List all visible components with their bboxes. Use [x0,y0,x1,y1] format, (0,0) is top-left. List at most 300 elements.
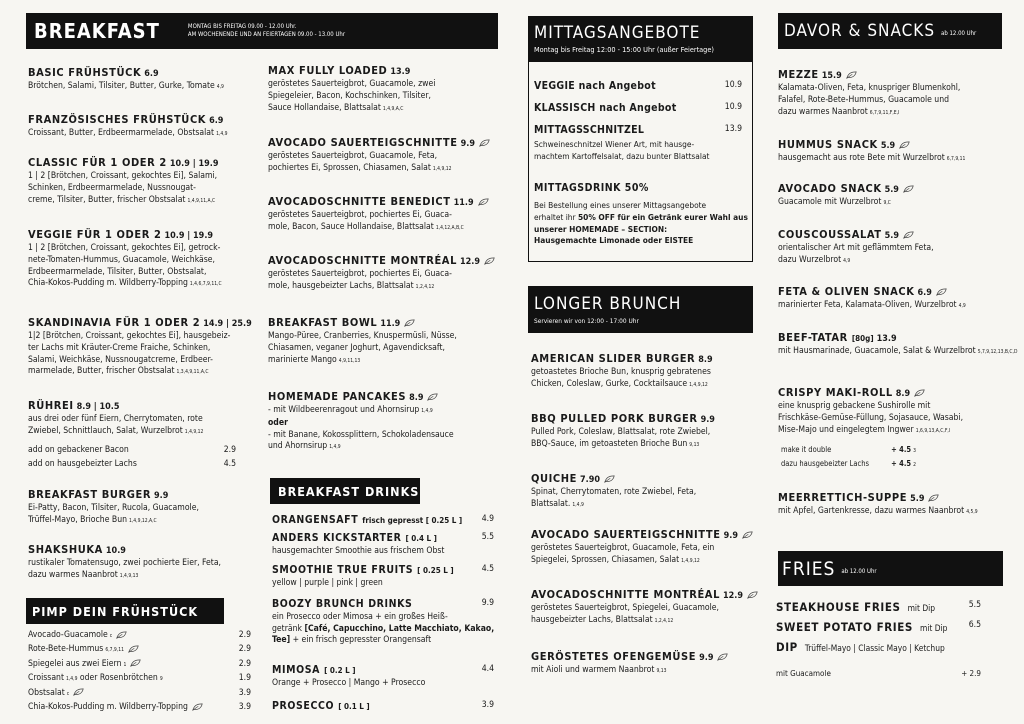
mittag-title: MITTAGSANGEBOTE [534,23,701,43]
description-text: geröstetes Sauerteigbrot, Guacamole, zwei [268,79,436,89]
pimp-label-wrap [28,688,84,700]
item-description [268,343,493,355]
description-text: Frischkäse-Gemüse-Füllung, Sojasauce, Wasabi, [778,412,964,423]
item-price: 9.9 [699,653,714,663]
allergen-codes: 1,4,9,13 [119,572,139,579]
description-text: mole, Bacon, Sauce Hollandaise, Blattsalat [268,221,434,232]
allergen-codes: 1,6,9,13,A,C,F,I [915,427,951,434]
item-name [778,138,1004,153]
menu-item [778,68,1004,119]
item-name [28,66,248,81]
description-text: marinierte Mango [268,354,337,365]
drink-name: ORANGENSAFT [272,514,359,526]
leaf-icon [928,494,939,502]
description-text: Chiasamen, veganer Joghurt, Agavendicksaft, [268,342,445,353]
item-description [778,425,1004,438]
menu-item [778,285,1004,313]
item-description [778,346,1018,359]
item-description [268,151,493,163]
description-text: geröstetes Sauerteigbrot, pochiertes Ei, Guaca- [268,210,452,220]
item-description [268,441,493,454]
fries-price: 6.5 [968,620,981,630]
leaf-icon [128,645,139,653]
item-name [268,136,493,151]
item-description [268,79,493,91]
fries-name-wrap [776,640,945,654]
fries-row [776,600,981,614]
guac-price: + 2.9 [961,669,981,678]
allergen-codes: 1,4,9 [66,676,78,683]
drink-row [272,664,494,676]
item-title: AVOCADOSCHNITTE MONTRÉAL [531,588,720,601]
item-description [28,267,248,279]
mittag-row [534,102,742,114]
pimp-label: Obstsalat [28,687,65,698]
fries-name: SWEET POTATO FRIES [776,620,913,634]
menu-item [531,412,751,452]
allergen-codes: 9,13 [656,668,667,674]
description-text: geröstetes Sauerteigbrot, pochiertes Ei, Guaca- [268,269,452,279]
description-text: getoastetes Brioche Bun, knusprig gebratenes [531,367,711,377]
menu-item [28,228,248,291]
drink-price: 3.9 [481,700,494,710]
item-title: RÜHREI [28,399,74,412]
item-description [531,427,751,439]
pimp-label: Avocado-Guacamole [28,630,108,640]
item-description [531,379,751,392]
item-price: 11.9 [380,319,401,329]
drink-row [272,514,494,526]
item-price: 6.9 [917,288,932,298]
menu-item [778,386,1004,437]
item-title: AVOCADO SAUERTEIGSCHNITTE [531,528,721,541]
pimp-price: 2.9 [238,644,251,655]
item-description [778,300,1004,313]
allergen-codes: 9 [159,676,163,683]
item-description [531,487,751,499]
item-title: BEEF-TATAR [778,331,848,344]
leaf-icon [192,703,203,711]
allergen-codes: 1,4,9 [329,444,341,451]
drink-quantity: [ 0.2 L ] [324,666,356,675]
mittagsdrink-description: Hausgemachte Limonade oder EISTEE [534,235,694,246]
allergen-codes: 4,5,9 [966,509,978,515]
allergen-codes: 6,7,9,11 [946,156,966,162]
allergen-codes: 1,4,12,A,B,C [435,224,464,231]
item-description [531,665,751,678]
drink-desc-bold: [Café, Capucchino, Latte Macchiato, Kakao, [304,623,495,634]
addon-label: add on gebackener Bacon [28,445,129,455]
mittag-item-name: VEGGIE nach Angebot [534,80,656,92]
fries-name: DIP [776,640,798,654]
item-description [531,439,751,452]
addon-price-wrap [891,444,916,457]
item-name [268,195,493,210]
description-text: mole, hausgebeizter Lachs, Blattsalat [268,280,414,291]
item-name [28,156,248,171]
allergen-codes: 1,4,6,7,9,11,C [189,281,222,288]
mittagsdrink-description: Bei Bestellung eines unserer Mittagsangebote [534,200,707,210]
menu-item [28,113,248,141]
item-price: 5.9 [884,185,899,195]
item-price: 8.9 [895,389,911,399]
breakfast-hours-weekend: AM WOCHENENDE UND AN FEIERTAGEN 09.00 - 13.00 Uhr [187,31,346,38]
item-description [778,401,1004,413]
item-description [268,331,493,343]
menu-item [28,488,248,528]
allergen-codes: 1,4,9,12 [681,557,700,564]
allergen-codes: 3 [913,448,916,454]
item-price: 10.9 | 19.9 [164,231,214,241]
fries-name-wrap [776,600,935,614]
item-price: 8.9 [409,393,424,403]
pimp-row [28,702,251,713]
item-description [778,506,1004,519]
allergen-codes: 1,2,4,12 [415,283,435,290]
drink-name-wrap [272,514,462,526]
menu-item [28,156,248,207]
menu-item [531,588,751,628]
brunch-title: LONGER BRUNCH [534,294,682,314]
desc-bold: 50% OFF für ein Getränk eurer Wahl aus [577,211,748,222]
item-description [28,343,248,355]
brunch-subtitle: Servieren wir von 12:00 - 17:00 Uhr [534,317,639,325]
item-title: MEERRETTICH-SUPPE [778,491,908,504]
mittag-row [534,124,742,136]
item-title: HOMEMADE PANCAKES [268,390,407,403]
leaf-icon [116,631,127,639]
item-price: 10.9 | 19.9 [169,159,219,169]
guacamole-row [776,668,981,679]
allergen-codes: 1,4,9 [216,131,228,137]
item-name [531,650,751,665]
allergen-codes: 1,4,9,12,A,C [129,517,157,524]
item-description [268,355,493,368]
item-name [778,491,1004,506]
maki-addon-row [781,458,916,471]
item-price: 8.9 [698,355,713,365]
description-text: dazu warmes Naanbrot [28,569,118,580]
schnitzel-description: machtem Kartoffelsalat, dazu bunter Blattsalat [534,150,710,161]
menu-item [531,528,751,568]
drink-row [272,532,494,544]
allergen-codes: 1,4,9 [421,408,433,414]
description-text: aus drei oder fünf Eiern, Cherrytomaten, rote [28,414,203,424]
item-description [778,255,1004,268]
item-description [28,558,248,570]
drink-name: BOOZY BRUNCH DRINKS [272,598,413,610]
menu-item [268,254,493,294]
drink-quantity: [ 0.1 L ] [338,702,370,711]
item-price: 13.9 [876,334,897,344]
mittag-row [534,80,742,92]
pimp-price: 3.9 [238,687,251,698]
description-text: Erdbeermarmelade, Tilsiter, Butter, Obstsalat, [28,266,207,277]
item-description [268,91,493,103]
pimp-price: 2.9 [238,630,251,640]
item-description [268,281,493,294]
item-title: BREAKFAST BURGER [28,488,152,501]
description-text: creme, Tilsiter, Butter, frischer Obstsalat [28,194,186,205]
pimp-label: Croissant [28,673,64,684]
item-title: VEGGIE FÜR 1 ODER 2 [28,228,162,241]
pimp-row [28,659,251,671]
description-text: ter Lachs mit Kräuter-Creme Fraiche, Schinken, [28,342,211,353]
description-text: Mise-Majo und eingelegtem Ingwer [778,424,914,435]
snacks-header [778,13,1002,49]
addon-label: add on hausgebeizter Lachs [28,459,137,469]
item-price: 7.90 [580,475,601,485]
menu-item [268,136,493,176]
fries-name-wrap [776,620,947,634]
item-title: AVOCADOSCHNITTE MONTRÉAL [268,254,457,267]
guac-label: mit Guacamole [776,669,831,678]
leaf-icon [479,139,490,147]
item-description [28,331,248,343]
leaf-icon [73,688,84,696]
description-text: Sauce Hollandaise, Blattsalat [268,102,381,113]
description-text: Trüffel-Mayo, Brioche Bun [28,514,128,525]
allergen-codes: 1,4,9,12 [689,381,708,388]
pimp-label-wrap [28,659,141,671]
item-description [28,81,260,94]
description-text: Spinat, Cherrytomaten, rote Zwiebel, Feta, [531,487,697,497]
item-description [28,243,248,255]
description-text: dazu Wurzelbrot [778,254,842,265]
item-description [778,153,1004,166]
drink-description [272,624,494,635]
fries-row [776,620,981,634]
item-description [28,183,248,195]
description-text: mit Apfel, Gartenkresse, dazu warmes Naanbrot [778,506,965,516]
leaf-icon [604,475,615,483]
item-price: 9.9 [723,531,738,541]
allergen-codes: 1,4,9,12 [184,428,204,435]
fries-extra: Trüffel-Mayo | Classic Mayo | Ketchup [804,643,945,653]
item-description [531,555,751,568]
item-description [268,418,493,430]
item-description [778,243,1004,255]
description-text: hausgebeizter Lachs, Blattsalat [531,614,653,625]
item-description [28,515,248,528]
addon-price: 2.9 [223,445,236,455]
item-description [778,197,1004,210]
item-title: SKANDINAVIA FÜR 1 ODER 2 [28,316,201,329]
pimp-header [26,598,224,624]
drink-price: 4.9 [481,514,494,524]
allergen-codes: 1 [123,661,127,668]
pimp-row [28,644,251,656]
item-title: BBQ PULLED PORK BURGER [531,412,698,425]
mittag-item-name: MITTAGSSCHNITZEL [534,124,645,136]
item-title: BASIC FRÜHSTÜCK [28,66,142,79]
fries-row [776,640,981,654]
item-price: 11.9 [453,198,474,208]
mittag-subtitle: Montag bis Freitag 12:00 - 15:00 Uhr (außer Feiertage) [534,45,714,54]
drink-desc-part: + ein frisch gepresster Orangensaft [290,635,432,645]
drink-description [272,635,431,646]
item-description [531,615,751,628]
drink-row [272,598,494,610]
item-description [778,413,1004,425]
item-description [28,278,248,291]
fries-extra: mit Dip [907,603,936,613]
drink-name-wrap [272,532,437,544]
menu-item [268,195,493,235]
drink-desc-bold: Tee] [272,635,291,645]
item-price: 5.9 [880,141,896,151]
description-text: geröstetes Sauerteigbrot, Spiegelei, Guacamole, [531,603,719,613]
item-name [531,412,751,427]
menu-item [778,138,1004,166]
item-name [531,472,751,487]
item-title: AVOCADO SNACK [778,182,882,195]
item-title: AMERICAN SLIDER BURGER [531,352,696,365]
pimp-label-alt: oder Rosenbrötchen [77,673,158,684]
drink-quantity: [ 0.25 L ] [417,566,454,575]
menu-item [28,316,252,379]
addon-label: dazu hausgebeizter Lachs [781,459,869,468]
description-text: Croissant, Butter, Erdbeermarmelade, Obstsalat [28,128,215,138]
description-text: marmelade, Butter, frischer Obstsalat [28,366,175,377]
item-title: MAX FULLY LOADED [268,64,388,77]
snacks-subtitle: ab 12.00 Uhr [941,30,977,37]
item-name [778,386,1004,401]
brunch-header [528,286,753,333]
fries-extra: mit Dip [919,623,948,633]
description-text: eine knusprig gebackene Sushirolle mit [778,401,931,411]
item-title: SHAKSHUKA [28,543,103,556]
drink-name-wrap [272,700,370,712]
item-description [28,570,248,583]
item-title: FRANZÖSISCHES FRÜHSTÜCK [28,113,207,126]
item-description [28,503,248,515]
description-text: Kalamata-Oliven, Feta, knuspriger Blumenkohl, [778,83,961,93]
item-description [268,163,493,176]
addon-price-wrap [891,458,916,471]
description-text: dazu warmes Naanbrot [778,106,868,117]
description-text: 1 | 2 [Brötchen, Croissant, gekochtes Ei], getrock- [28,243,221,253]
item-price: 13.9 [390,67,411,77]
menu-item [268,64,493,115]
item-description [268,222,493,235]
item-price: 5.9 [884,231,899,241]
allergen-codes: 2 [913,462,916,468]
drink-name: SMOOTHIE TRUE FRUITS [272,564,414,576]
allergen-codes: 5,7,9,12,13,B,C,D [977,349,1018,355]
drink-price: 5.5 [481,532,494,542]
pimp-price: 3.9 [238,702,251,712]
fries-name: STEAKHOUSE FRIES [776,600,901,614]
mittag-item-price: 10.9 [724,80,742,90]
description-text: marinierter Feta, Kalamata-Oliven, Wurzelbrot [778,300,957,310]
addon-price: + 4.5 [891,459,912,468]
menu-item [268,316,493,367]
pimp-label-wrap [28,644,139,656]
item-quantity: [80g] [851,334,874,343]
item-title: AVOCADOSCHNITTE BENEDICT [268,195,451,208]
item-name [28,228,248,243]
description-text: Chicken, Coleslaw, Gurke, Cocktailsauce [531,378,688,389]
drink-quantity: frisch gepresst [ 0.25 L ] [362,516,463,525]
pimp-row [28,688,251,700]
item-description [28,255,248,267]
drink-desc-part: getränk [272,623,305,634]
item-name [268,64,493,79]
leaf-icon [717,653,728,661]
description-text: Chia-Kokos-Pudding m. Wildberry-Topping [28,278,188,289]
description-text: pochiertes Ei, Sprossen, Chiasamen, Salat [268,162,431,173]
description-text: nete-Tomaten-Hummus, Guacamole, Weichkäse, [28,254,216,265]
description-text: Ei-Patty, Bacon, Tilsiter, Rucola, Guacamole, [28,503,199,513]
leaf-icon [742,531,753,539]
allergen-codes: 1,4,9,11,A,C [187,197,216,204]
drink-price: 9.9 [481,598,494,608]
item-title: CRISPY MAKI-ROLL [778,386,893,399]
fries-title: FRIES [782,557,836,580]
item-price: 9.9 [700,415,715,425]
menu-item [28,399,248,439]
leaf-icon [478,198,489,206]
breakfast-header [26,13,498,49]
addon-price: + 4.5 [891,445,912,454]
allergen-codes: 6,7,9,11,F,E,I [869,109,900,116]
description-text: 1|2 [Brötchen, Croissant, gekochtes Ei], hausgebeiz- [28,331,231,341]
item-description [28,366,248,379]
allergen-codes: 6,7,9,11 [105,647,124,654]
item-price: 8.9 | 10.5 [76,402,120,412]
menu-item [531,472,751,512]
drink-price: 4.5 [481,564,494,574]
description-text: und Ahornsirup [268,441,328,452]
drink-quantity: [ 0.4 L ] [405,534,437,543]
item-description [268,269,493,281]
drink-price: 4.4 [481,664,494,674]
description-text: - mit Wildbeerenragout und Ahornsirup [268,405,420,415]
drink-row [272,700,494,712]
item-price: 15.9 [821,71,842,81]
pimp-label: Chia-Kokos-Pudding m. Wildberry-Topping [28,702,188,712]
addon-price: 4.5 [223,459,236,469]
item-description [531,499,751,512]
description-text: Blattsalat. [531,498,571,509]
breakfast-title: BREAKFAST [34,19,160,43]
item-title: HUMMUS SNACK [778,138,878,151]
menu-item [778,228,1004,268]
item-description [268,103,493,116]
item-description [268,430,493,442]
description-text: 1 | 2 [Brötchen, Croissant, gekochtes Ei], Salami, [28,171,218,181]
item-title: MEZZE [778,68,819,81]
allergen-codes: 1,3,4,9,11,A,C [176,369,209,376]
fries-price: 5.5 [968,600,981,610]
menu-item [778,331,1018,359]
item-description [28,414,248,426]
item-price: 10.9 [105,546,126,556]
allergen-codes: 1,2,4,12 [654,617,674,624]
mittag-header [528,16,753,61]
item-title: GERÖSTETES OFENGEMÜSE [531,650,697,663]
description-text: Guacamole mit Wurzelbrot [778,197,882,207]
item-description [778,95,1004,107]
leaf-icon [747,591,758,599]
drink-name: MIMOSA [272,664,321,676]
item-name [778,68,1004,83]
item-description [28,171,248,183]
item-name [28,399,248,414]
pimp-price: 2.9 [238,658,251,669]
item-name [531,588,751,603]
